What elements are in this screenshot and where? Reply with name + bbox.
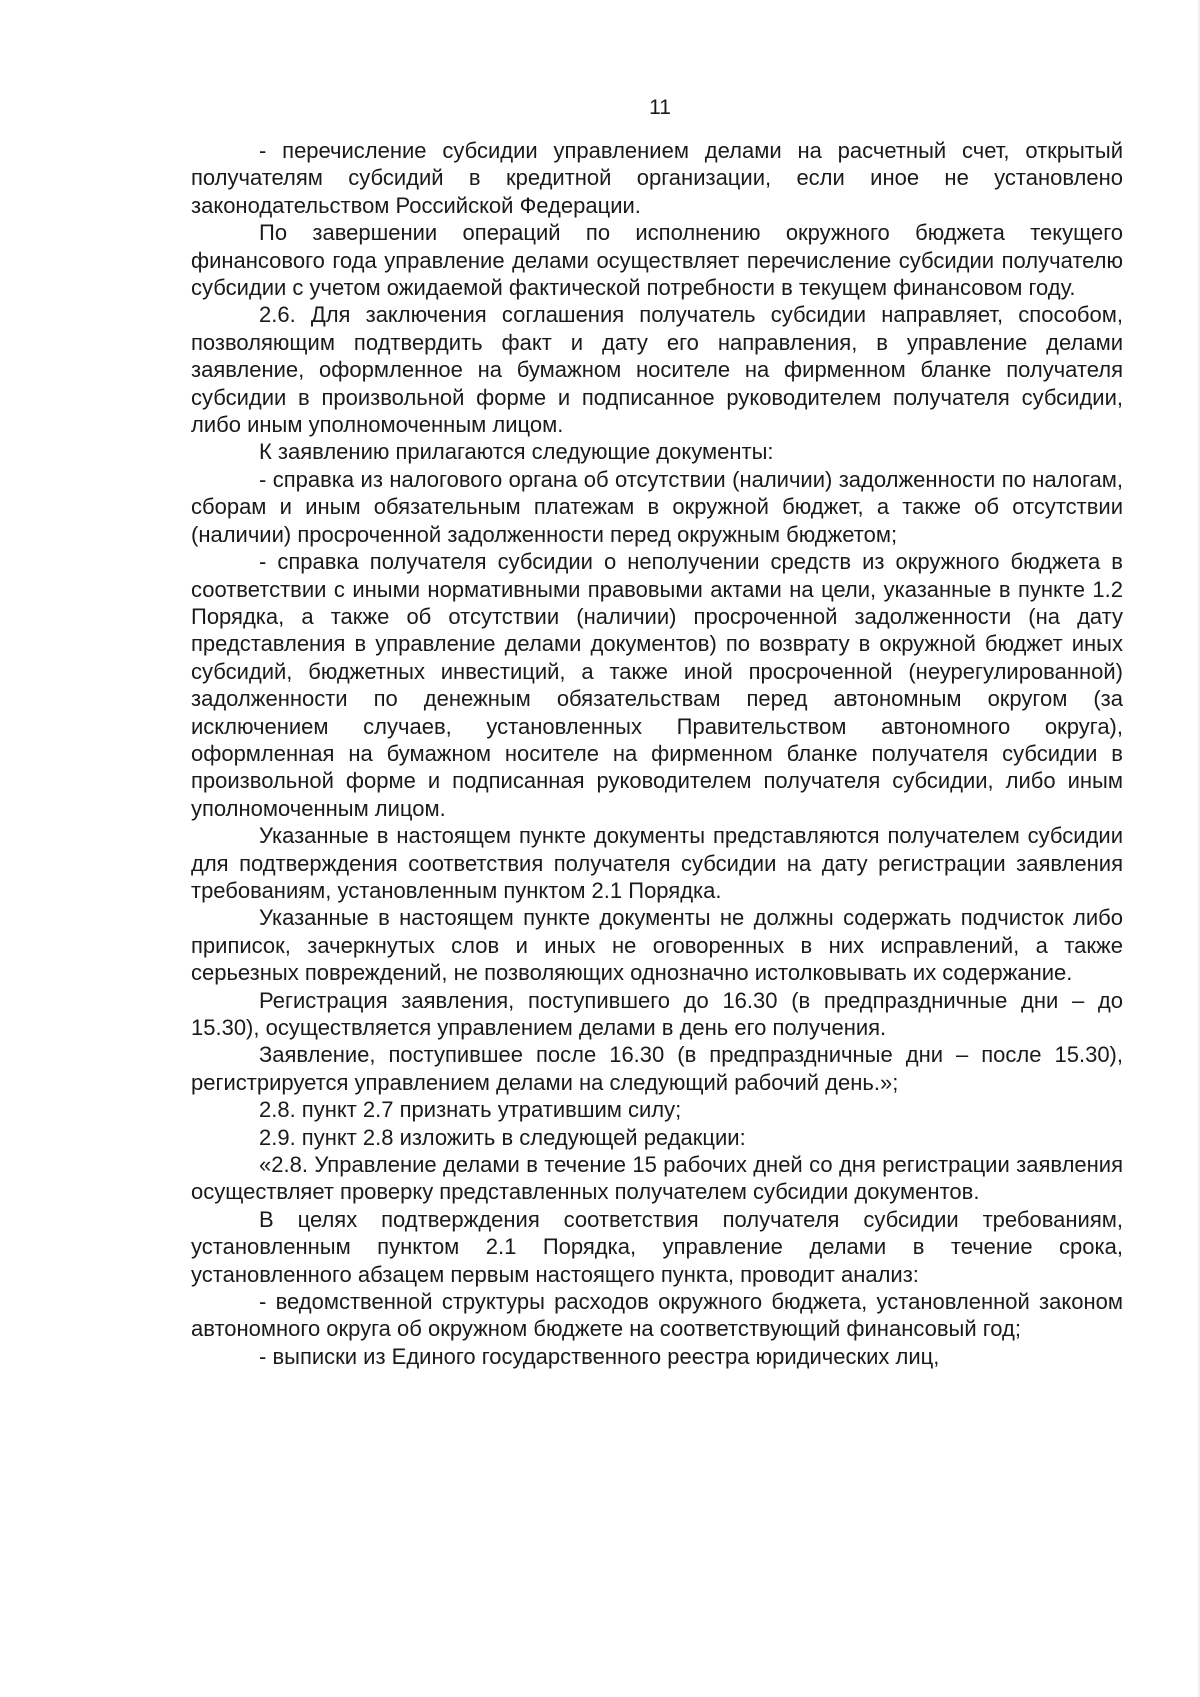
paragraph: В целях подтверждения соответствия получателя субсидии требованиям, установленным пунктом 2.1 Порядка, управление делами в течение срока, установленного абзацем первым настоящего пункта, проводит анализ:: [191, 1206, 1123, 1287]
document-body: [191, 137, 1123, 1370]
paragraph: - выписки из Единого государственного реестра юридических лиц,: [259, 1343, 940, 1369]
paragraph: Указанные в настоящем пункте документы представляются получателем субсидии для подтверждения соответствия получателя субсидии на дату регистрации заявления требованиям, установленным пунктом 2.1 Порядка.: [191, 823, 1123, 903]
paragraph: «2.8. Управление делами в течение 15 рабочих дней со дня регистрации заявления осуществляет проверку представленных получателем субсидии документов.: [191, 1152, 1123, 1205]
paragraph: 2.8. пункт 2.7 признать утратившим силу;: [259, 1097, 682, 1123]
paragraph: По завершении операций по исполнению окружного бюджета текущего финансового года управление делами осуществляет перечисление субсидии получателю субсидии с учетом ожидаемой фактической потребности в текущем финансовом году.: [191, 220, 1123, 301]
paragraph: - справка из налогового органа об отсутствии (наличии) задолженности по налогам, сборам и иным обязательным платежам в окружной бюджет, а также об отсутствии (наличии) просроченной задолженности перед окружным бюджетом;: [191, 466, 1123, 547]
paragraph: - ведомственной структуры расходов окружного бюджета, установленной законом автономного округа об окружном бюджете на соответствующий финансовый год;: [191, 1289, 1123, 1342]
paragraph: К заявлению прилагаются следующие документы:: [259, 439, 774, 465]
paragraph: Регистрация заявления, поступившего до 16.30 (в предпраздничные дни – до 15.30), осуществляется управлением делами в день его получения.: [191, 987, 1123, 1040]
paragraph: - перечисление субсидии управлением делами на расчетный счет, открытый получателям субсидий в кредитной организации, если иное не установлено законодательством Российской Федерации.: [191, 138, 1123, 218]
paragraph: 2.6. Для заключения соглашения получатель субсидии направляет, способом, позволяющим подтвердить факт и дату его направления, в управление делами заявление, оформленное на бумажном носителе на фирменном бланке получателя субсидии в произвольной форме и подписанное руководителем получателя субсидии, либо иным уполномоченным лицом.: [191, 302, 1123, 438]
paragraph: - справка получателя субсидии о неполучении средств из окружного бюджета в соответствии с иными нормативными правовыми актами на цели, указанные в пункте 1.2 Порядка, а также об отсутствии (наличии) просроченной задолженности (на дату представления в управление делами документов) по возврату в окружной бюджет иных субсидий, бюджетных инвестиций, а также иной просроченной (неурегулированной) задолженности по денежным обязательствам перед автономным округом (за исключением случаев, установленных Правительством автономного округа), оформленная на бумажном носителе на фирменном бланке получателя субсидии в произвольной форме и подписанная руководителем получателя субсидии, либо иным уполномоченным лицом.: [191, 549, 1123, 821]
paragraph: Указанные в настоящем пункте документы не должны содержать подчисток либо приписок, зачеркнутых слов и иных не оговоренных в них исправлений, а также серьезных повреждений, не позволяющих однозначно истолковывать их содержание.: [191, 905, 1123, 986]
page-number: 11: [649, 96, 671, 119]
paragraph: 2.9. пункт 2.8 изложить в следующей редакции:: [259, 1124, 746, 1150]
paragraph: Заявление, поступившее после 16.30 (в предпраздничные дни – после 15.30), регистрируется управлением делами на следующий рабочий день.»;: [191, 1042, 1123, 1095]
